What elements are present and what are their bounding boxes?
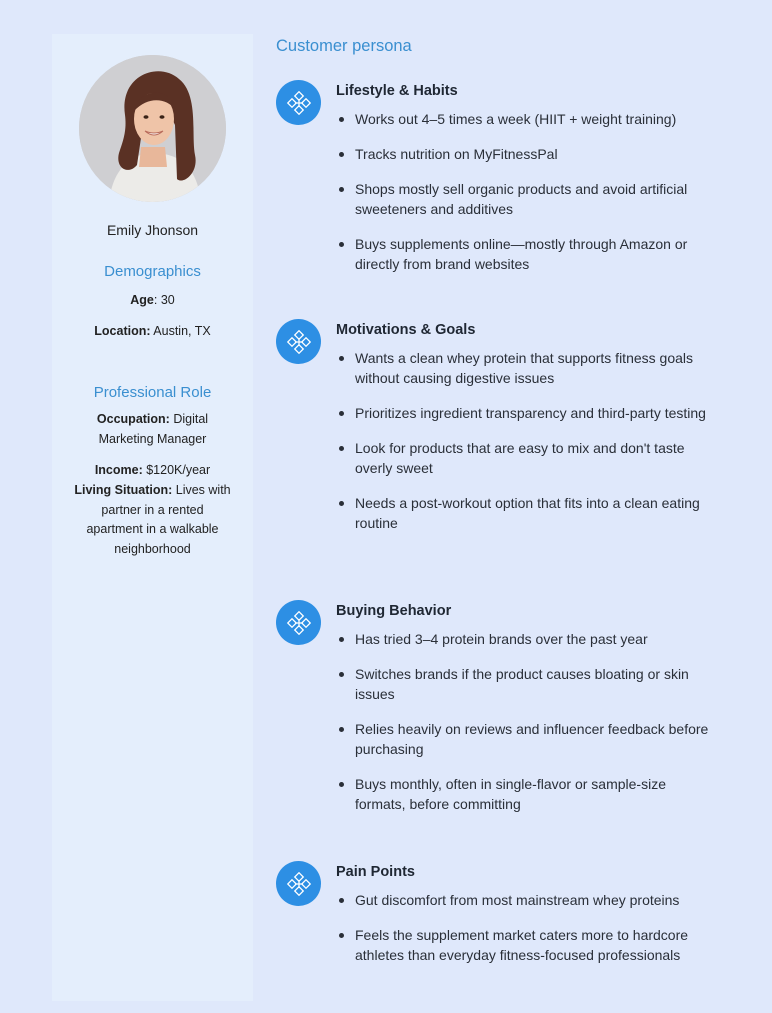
list-item: Switches brands if the product causes bloating or skin issues <box>355 664 715 704</box>
list-item: Relies heavily on reviews and influencer feedback before purchasing <box>355 719 715 759</box>
living-value: Lives with <box>172 483 231 497</box>
professional-role-heading: Professional Role <box>93 384 212 401</box>
location-label: Location: <box>94 324 151 338</box>
occupation-line-1 <box>62 409 243 429</box>
profile-sidebar <box>52 34 253 1001</box>
section-list <box>355 109 715 289</box>
income-label: Income: <box>94 463 143 477</box>
demographics-heading: Demographics <box>104 263 201 280</box>
list-item: Works out 4–5 times a week (HIIT + weight training) <box>355 109 715 129</box>
section-title: Buying Behavior <box>336 603 452 619</box>
income-value: $120K/year <box>142 463 211 477</box>
occupation-label: Occupation: <box>96 412 170 426</box>
location-value: Austin, TX <box>150 324 211 338</box>
section-list <box>355 348 715 548</box>
list-item: Tracks nutrition on MyFitnessPal <box>355 144 715 164</box>
list-item: Look for products that are easy to mix and don't taste overly sweet <box>355 438 715 478</box>
list-item: Buys monthly, often in single-flavor or sample-size formats, before committing <box>355 774 715 814</box>
avatar <box>79 55 226 202</box>
occupation-line-2: Marketing Manager <box>98 432 207 446</box>
diamond-nodes-icon <box>276 80 321 125</box>
list-item: Gut discomfort from most mainstream whey proteins <box>355 890 715 910</box>
avatar-photo <box>79 55 226 202</box>
page-title: Customer persona <box>276 37 412 55</box>
location-line <box>62 321 243 341</box>
income-line <box>62 460 243 480</box>
section-list <box>355 629 715 829</box>
section-title: Lifestyle & Habits <box>336 83 458 99</box>
section-title: Motivations & Goals <box>336 322 476 338</box>
age-value: : 30 <box>153 293 175 307</box>
section-list <box>355 890 715 980</box>
person-name: Emily Jhonson <box>106 222 199 238</box>
list-item: Needs a post-workout option that fits into a clean eating routine <box>355 493 715 533</box>
occupation-value: Digital <box>169 412 209 426</box>
list-item: Shops mostly sell organic products and avoid artificial sweeteners and additives <box>355 179 715 219</box>
living-line-1 <box>62 480 243 500</box>
living-line-2: partner in a rented <box>101 503 204 517</box>
age-label: Age <box>130 293 154 307</box>
list-item: Feels the supplement market caters more to hardcore athletes than everyday fitness-focused professionals <box>355 925 715 965</box>
living-line-4: neighborhood <box>114 542 191 556</box>
list-item: Wants a clean whey protein that supports fitness goals without causing digestive issues <box>355 348 715 388</box>
diamond-nodes-icon <box>276 600 321 645</box>
age-line <box>62 290 243 310</box>
living-label: Living Situation: <box>74 483 173 497</box>
diamond-nodes-icon <box>276 861 321 906</box>
list-item: Buys supplements online—mostly through Amazon or directly from brand websites <box>355 234 715 274</box>
list-item: Has tried 3–4 protein brands over the past year <box>355 629 715 649</box>
living-line-3: apartment in a walkable <box>86 522 219 536</box>
list-item: Prioritizes ingredient transparency and third-party testing <box>355 403 715 423</box>
section-title: Pain Points <box>336 864 415 880</box>
diamond-nodes-icon <box>276 319 321 364</box>
